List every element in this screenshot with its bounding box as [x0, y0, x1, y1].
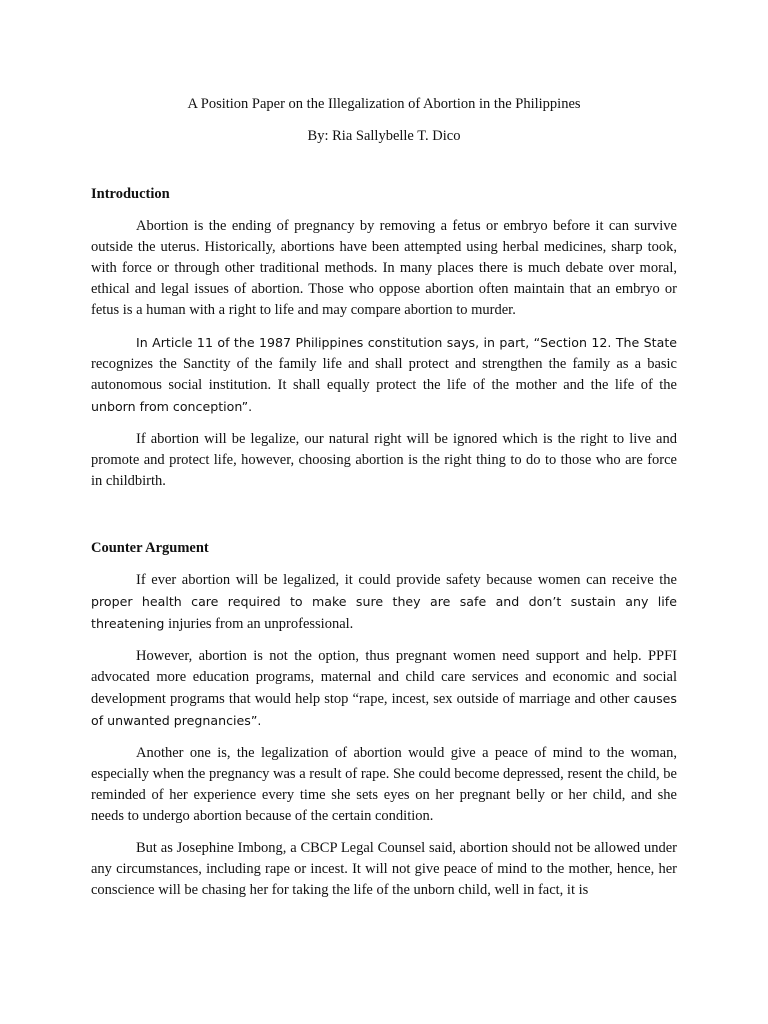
document-byline: By: Ria Sallybelle T. Dico [307, 128, 461, 144]
counter-paragraph-1-lead: If ever abortion will be legalized, it could provide safety because women can receive the [136, 572, 677, 588]
section-heading-counter-argument: Counter Argument [91, 540, 209, 556]
section-heading-introduction: Introduction [91, 186, 170, 202]
counter-paragraph-3: Another one is, the legalization of abortion would give a peace of mind to the woman, especially when the pregnancy was a result of rape. She could become depressed, resent the child, be reminded of her experience every time she sets eyes on her pregnant belly or her child, and she needs to undergo abortion because of the certain condition. [91, 745, 677, 824]
intro-paragraph-2-lead: In Article 11 of the 1987 Philippines constitution says, in part, “Section 12. The State [136, 335, 677, 350]
intro-paragraph-3: If abortion will be legalize, our natural right will be ignored which is the right to live and promote and protect life, however, choosing abortion is the right thing to do to those who are force in childbirth. [91, 431, 677, 489]
document-title: A Position Paper on the Illegalization of Abortion in the Philippines [187, 96, 581, 112]
counter-paragraph-2-sans: causes of unwanted pregnancies”. [91, 691, 677, 728]
counter-paragraph-1-body: injuries from an unprofessional. [164, 616, 354, 632]
intro-paragraph-1: Abortion is the ending of pregnancy by removing a fetus or embryo before it can survive outside the uterus. Historically, abortions have been attempted using herbal medicines, sharp took, with force or through other traditional methods. In many places there is much debate over moral, ethical and legal issues of abortion. Those who oppose abortion often maintain that an embryo or fetus is a human with a right to life and may compare abortion to murder. [91, 218, 677, 318]
counter-paragraph-2-lead: However, abortion is not the option, thus pregnant women need support and help. PPFI advocated more education programs, maternal and child care services and economic and social development programs that would help stop “rape, incest, sex outside of marriage and other [91, 648, 677, 707]
counter-paragraph-1-sans: proper health care required to make sure they are safe and don’t sustain any life threatening [91, 594, 677, 631]
intro-paragraph-2-tail: unborn from conception”. [91, 399, 253, 414]
counter-paragraph-1 [91, 570, 677, 635]
counter-paragraph-4: But as Josephine Imbong, a CBCP Legal Counsel said, abortion should not be allowed under any circumstances, including rape or incest. It will not give peace of mind to the mother, hence, her conscience will be chasing her for taking the life of the unborn child, well in fact, it is [91, 840, 677, 898]
counter-paragraph-2 [91, 646, 677, 732]
intro-paragraph-2-body: recognizes the Sanctity of the family life and shall protect and strengthen the family as a basic autonomous social institution. It shall equally protect the life of the mother and the life of the [91, 356, 677, 393]
intro-paragraph-2 [91, 332, 677, 418]
